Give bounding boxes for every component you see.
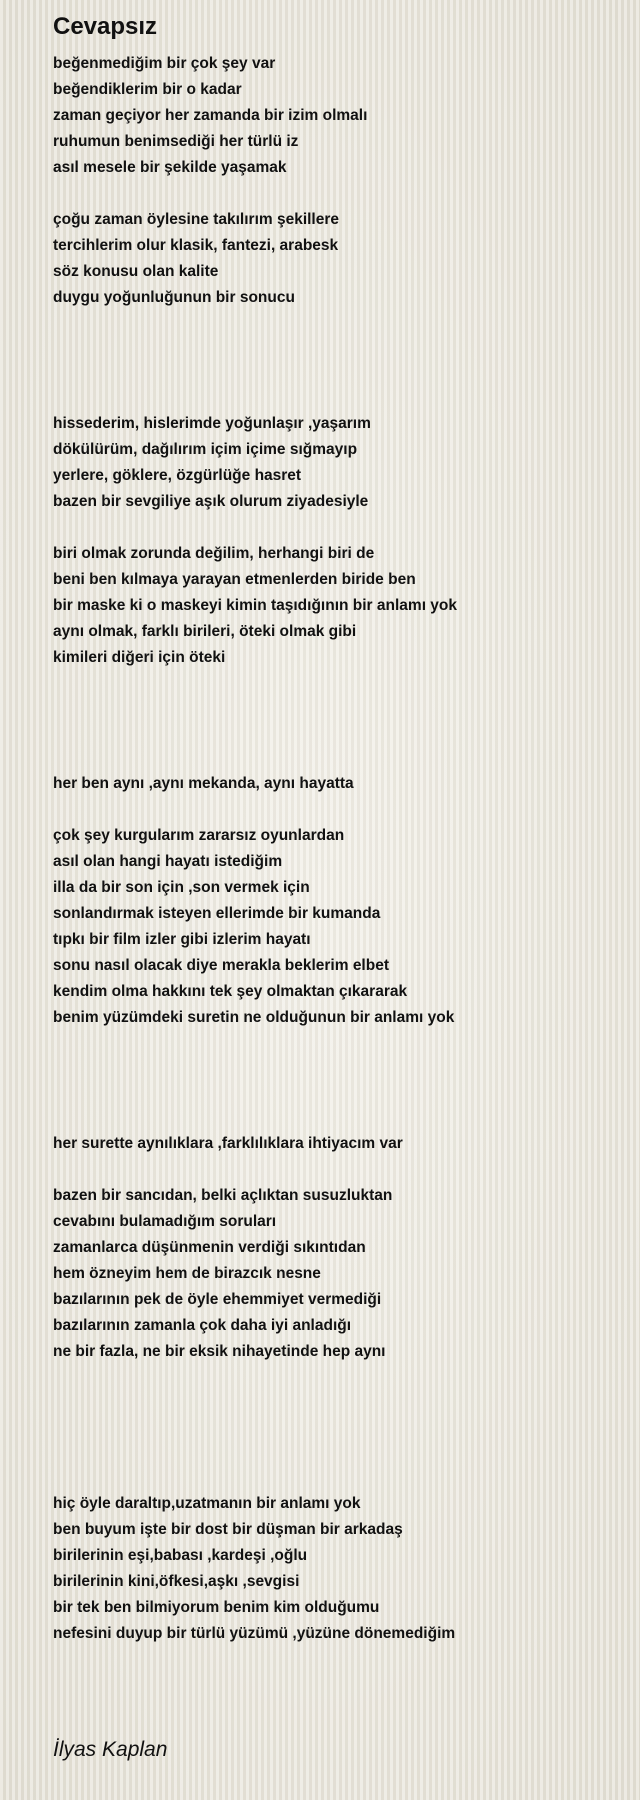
- section-gap: [53, 311, 640, 411]
- poem-line: birilerinin eşi,babası ,kardeşi ,oğlu: [53, 1547, 308, 1564]
- poem-line: kimileri diğeri için öteki: [53, 649, 226, 666]
- poem-line: bazılarının pek de öyle ehemmiyet vermediği: [53, 1291, 382, 1308]
- poem-line: asıl olan hangi hayatı istediğim: [53, 853, 283, 870]
- poem-line: sonlandırmak isteyen ellerimde bir kumanda: [53, 905, 381, 922]
- section-gap: [53, 671, 640, 771]
- stanza-gap: [53, 1157, 640, 1183]
- poem-line: duygu yoğunluğunun bir sonucu: [53, 289, 295, 306]
- poem-line: biri olmak zorunda değilim, herhangi biri de: [53, 545, 375, 562]
- poem-line: asıl mesele bir şekilde yaşamak: [53, 159, 287, 176]
- section-gap: [53, 1031, 640, 1131]
- stanza-4: [53, 541, 640, 671]
- stanza-5: [53, 771, 640, 797]
- poem-line: illa da bir son için ,son vermek için: [53, 879, 310, 896]
- poem-line: tercihlerim olur klasik, fantezi, arabesk: [53, 237, 339, 254]
- stanza-9: [53, 1491, 640, 1647]
- poem-line: çoğu zaman öylesine takılırım şekillere: [53, 211, 340, 228]
- poem-line: beğenmediğim bir çok şey var: [53, 55, 276, 72]
- poem-line: zamanlarca düşünmenin verdiği sıkıntıdan: [53, 1239, 366, 1256]
- poem-line: söz konusu olan kalite: [53, 263, 219, 280]
- poem-line: cevabını bulamadığım soruları: [53, 1213, 277, 1230]
- poem-line: nefesini duyup bir türlü yüzümü ,yüzüne dönemediğim: [53, 1625, 456, 1642]
- poem-line: ruhumun benimsediği her türlü iz: [53, 133, 299, 150]
- poem-line: sonu nasıl olacak diye merakla beklerim elbet: [53, 957, 389, 974]
- stanza-gap: [53, 515, 640, 541]
- section-gap: [53, 1365, 640, 1491]
- stanza-gap: [53, 181, 640, 207]
- poem-line: hissederim, hislerimde yoğunlaşır ,yaşarım: [53, 415, 371, 432]
- poem-line: aynı olmak, farklı birileri, öteki olmak gibi: [53, 623, 357, 640]
- poem-line: bir maske ki o maskeyi kimin taşıdığının bir anlamı yok: [53, 597, 458, 614]
- poem-line: her ben aynı ,aynı mekanda, aynı hayatta: [53, 775, 354, 792]
- poem-line: dökülürüm, dağılırım içim içime sığmayıp: [53, 441, 358, 458]
- poem-line: beni ben kılmaya yarayan etmenlerden biride ben: [53, 571, 416, 588]
- poem-line: tıpkı bir film izler gibi izlerim hayatı: [53, 931, 311, 948]
- stanza-7: [53, 1131, 640, 1157]
- poem-line: birilerinin kini,öfkesi,aşkı ,sevgisi: [53, 1573, 300, 1590]
- poem-line: her surette aynılıklara ,farklılıklara ihtiyacım var: [53, 1135, 403, 1152]
- poem-line: benim yüzümdeki suretin ne olduğunun bir anlamı yok: [53, 1009, 455, 1026]
- poem-line: bir tek ben bilmiyorum benim kim olduğumu: [53, 1599, 380, 1616]
- poem-line: kendim olma hakkını tek şey olmaktan çıkararak: [53, 983, 408, 1000]
- poem-line: çok şey kurgularım zararsız oyunlardan: [53, 827, 345, 844]
- poem-line: bazen bir sevgiliye aşık olurum ziyadesiyle: [53, 493, 369, 510]
- stanza-2: [53, 207, 640, 311]
- stanza-gap: [53, 797, 640, 823]
- poem-line: hem özneyim hem de birazcık nesne: [53, 1265, 321, 1282]
- poem-line: bazılarının zamanla çok daha iyi anladığı: [53, 1317, 352, 1334]
- poem-title: Cevapsız: [53, 13, 158, 40]
- poem-line: ne bir fazla, ne bir eksik nihayetinde hep aynı: [53, 1343, 386, 1360]
- poem-line: yerlere, göklere, özgürlüğe hasret: [53, 467, 302, 484]
- stanza-8: [53, 1183, 640, 1365]
- poem-line: beğendiklerim bir o kadar: [53, 81, 242, 98]
- stanza-3: [53, 411, 640, 515]
- poem-author: İlyas Kaplan: [53, 1738, 168, 1761]
- stanza-1: [53, 51, 640, 181]
- stanza-6: [53, 823, 640, 1031]
- poem-line: bazen bir sancıdan, belki açlıktan susuzluktan: [53, 1187, 393, 1204]
- poem-line: ben buyum işte bir dost bir düşman bir arkadaş: [53, 1521, 403, 1538]
- poem-line: zaman geçiyor her zamanda bir izim olmalı: [53, 107, 368, 124]
- poem-line: hiç öyle daraltıp,uzatmanın bir anlamı yok: [53, 1495, 361, 1512]
